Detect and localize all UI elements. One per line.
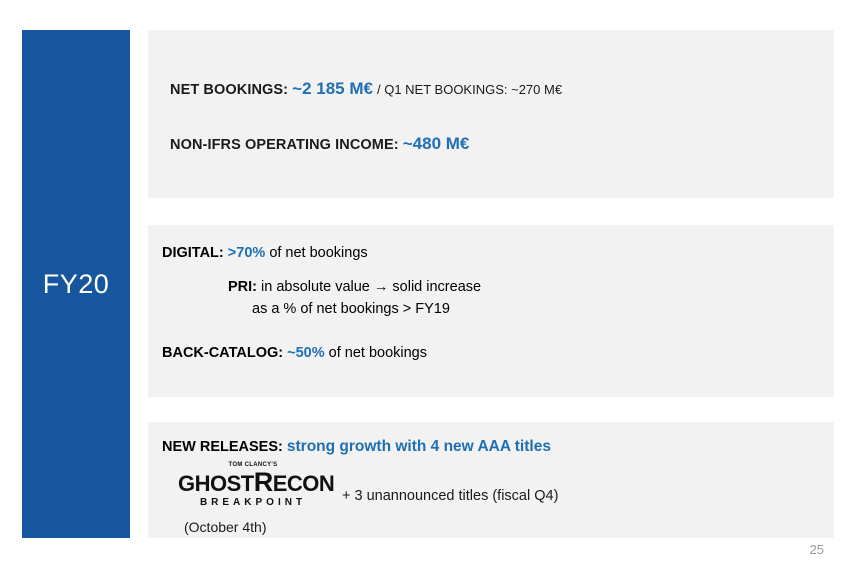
digital-suffix: of net bookings	[269, 245, 368, 261]
ghost-recon-logo	[178, 462, 335, 535]
digital-label: DIGITAL:	[162, 245, 224, 261]
pri-row-2	[252, 299, 834, 321]
back-catalog-suffix: of net bookings	[328, 344, 427, 361]
new-releases-label: NEW RELEASES:	[162, 439, 283, 455]
digital-value: >70%	[227, 245, 266, 261]
pri-line-1: in absolute value → solid increase	[261, 279, 482, 295]
pri-line-2: as a % of net bookings > FY19	[252, 300, 450, 317]
logo-title-part-1: GHOST	[178, 471, 254, 496]
logo-title-part-2: ECON	[272, 471, 335, 496]
financial-highlights-block	[148, 30, 834, 198]
logo-title-r: R	[253, 467, 273, 497]
back-catalog-label: BACK-CATALOG:	[162, 344, 284, 361]
logo-title	[178, 467, 335, 497]
logo-publisher-label: TOM CLANCY'S	[228, 462, 278, 468]
business-metrics-block	[148, 225, 834, 397]
net-bookings-value: ~2 185 M€	[292, 79, 373, 98]
operating-income-row	[170, 133, 834, 154]
fy-side-panel	[22, 30, 130, 538]
new-releases-body	[162, 462, 834, 534]
fy-label: FY20	[42, 268, 110, 299]
release-date: (October 4th)	[184, 519, 267, 535]
logo-subtitle: BREAKPOINT	[199, 497, 307, 508]
operating-income-value: ~480 M€	[402, 134, 470, 154]
back-catalog-row	[162, 345, 834, 361]
digital-row	[162, 245, 834, 261]
pri-label: PRI:	[228, 279, 257, 295]
new-releases-block	[148, 422, 834, 538]
unannounced-titles-text: + 3 unannounced titles (fiscal Q4)	[342, 488, 559, 504]
net-bookings-label: NET BOOKINGS:	[170, 82, 289, 98]
page-number: 25	[809, 542, 824, 557]
q1-net-bookings-text: / Q1 NET BOOKINGS: ~270 M€	[376, 82, 563, 97]
operating-income-label: NON-IFRS OPERATING INCOME:	[170, 137, 399, 154]
new-releases-row	[162, 438, 834, 456]
pri-row	[228, 277, 834, 299]
back-catalog-value: ~50%	[287, 344, 325, 361]
net-bookings-row	[170, 78, 834, 99]
new-releases-value: strong growth with 4 new AAA titles	[286, 438, 551, 455]
